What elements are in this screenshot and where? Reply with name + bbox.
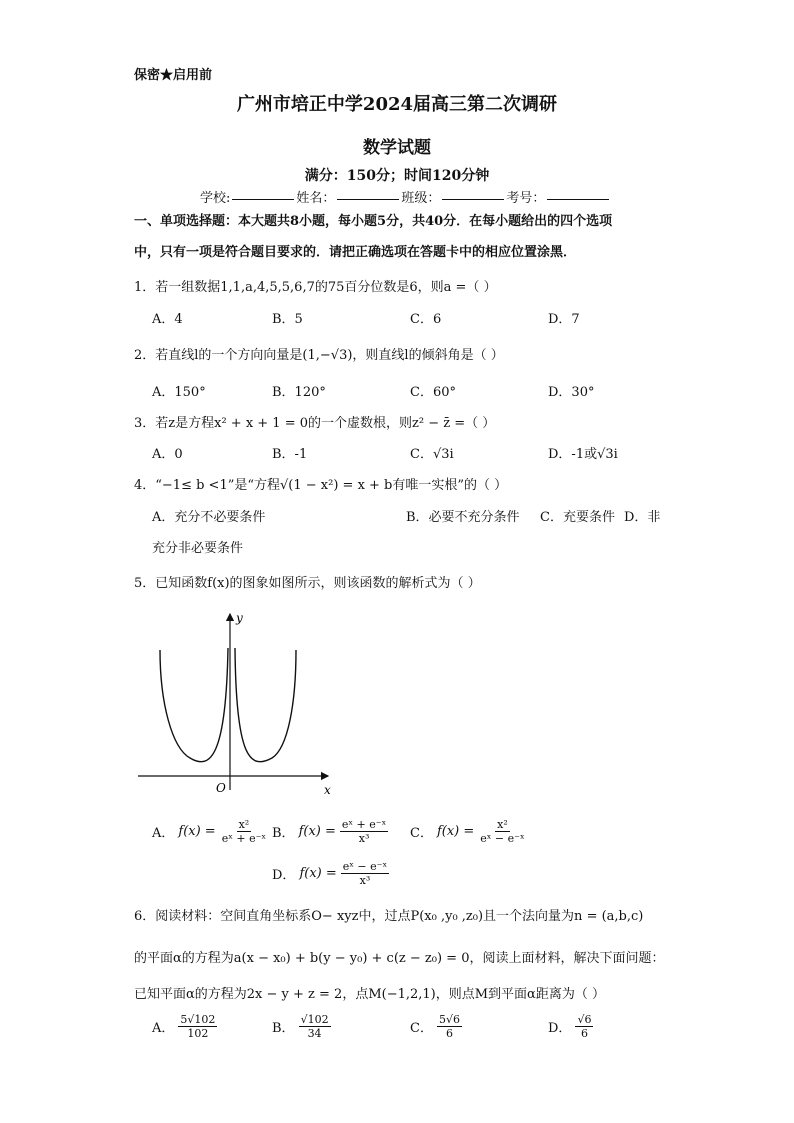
q5-option-a[interactable]: A． f(x) = $\frac{\text{x²}}{\text{eˣ + e⁻ˣ}}$ bbox=[152, 818, 267, 845]
exam-title: 广州市培正中学2024届高三第二次调研 bbox=[236, 94, 558, 115]
question-6-line-2: 的平面α的方程为a(x − x₀) + b(y − y₀) + c(z − z₀) = 0，阅读上面材料，解决下面问题： bbox=[134, 951, 665, 966]
section-line-1: 一、单项选择题：本大题共8小题，每小题5分，共40分．在每小题给出的四个选项 bbox=[134, 214, 613, 229]
q3-option-b[interactable]: B．-1 bbox=[272, 447, 308, 462]
origin-label: O bbox=[216, 781, 226, 795]
left-branch bbox=[160, 648, 228, 762]
q5-a-numerator: x² bbox=[238, 818, 250, 831]
q5-d-denominator: x³ bbox=[359, 874, 371, 887]
name-blank[interactable] bbox=[337, 187, 399, 200]
q2-option-d[interactable]: D．30° bbox=[548, 385, 595, 400]
q5-c-numerator: x² bbox=[497, 818, 508, 831]
school-blank[interactable] bbox=[232, 187, 294, 200]
q6-option-a[interactable]: A． $\frac{5√102}{102}$ bbox=[152, 1013, 216, 1040]
q4-option-b[interactable]: B．必要不充分条件 bbox=[406, 510, 520, 525]
section-instructions bbox=[134, 206, 674, 268]
question-6-line-3: 已知平面α的方程为2x − y + z = 2，点M(−1,2,1)，则点M到平面α距离为（ ） bbox=[134, 987, 605, 1002]
name-label: 姓名： bbox=[296, 191, 336, 206]
right-branch bbox=[235, 648, 296, 762]
exam-number-blank[interactable] bbox=[547, 187, 609, 200]
q5-a-denominator: eˣ + e⁻ˣ bbox=[221, 832, 267, 845]
q4-option-d-continued: 充分非必要条件 bbox=[152, 541, 244, 556]
confidential-mark: 保密★启用前 bbox=[134, 68, 213, 83]
q4-option-c[interactable]: C．充要条件 bbox=[540, 510, 615, 525]
class-label: 班级： bbox=[401, 191, 441, 206]
exam-number-label: 考号： bbox=[506, 191, 546, 206]
subject-title: 数学试题 bbox=[363, 138, 431, 158]
question-1-stem: 1．若一组数据1,1,a,4,5,5,6,7的75百分位数是6，则a =（ ） bbox=[134, 280, 497, 295]
score-time: 满分：150分；时间120分钟 bbox=[304, 168, 490, 184]
q5-c-denominator: eˣ − e⁻ˣ bbox=[480, 832, 525, 845]
question-6-line-1: 6．阅读材料：空间直角坐标系O− xyz中，过点P(x₀ ,y₀ ,z₀)且一个法向量为n = (a,b,c) bbox=[134, 909, 644, 924]
q5-option-b[interactable]: B． f(x) = $\frac{\text{eˣ + e⁻ˣ}}{\text{x³}}$ bbox=[272, 818, 387, 845]
question-5-stem: 5．已知函数f(x)的图象如图所示，则该函数的解析式为（ ） bbox=[134, 576, 481, 591]
q1-option-c[interactable]: C．6 bbox=[410, 312, 442, 327]
question-4-stem: 4．“−1≤ b <1”是“方程√(1 − x²) = x + b有唯一实根”的（ ） bbox=[134, 478, 508, 493]
q1-option-b[interactable]: B．5 bbox=[272, 312, 303, 327]
question-2-stem: 2．若直线l的一个方向向量是(1,−√3)，则直线l的倾斜角是（ ） bbox=[134, 348, 504, 363]
q5-option-d[interactable]: D． f(x) = $\frac{\text{eˣ − e⁻ˣ}}{\text{x³}}$ bbox=[272, 860, 388, 887]
q4-option-a[interactable]: A．充分不必要条件 bbox=[152, 510, 266, 525]
q3-option-a[interactable]: A．0 bbox=[152, 447, 183, 462]
y-axis-label: y bbox=[236, 611, 243, 625]
q3-option-d[interactable]: D．-1或√3i bbox=[548, 447, 618, 462]
q5-d-numerator: eˣ − e⁻ˣ bbox=[342, 860, 388, 873]
q6-option-c[interactable]: C． $\frac{5√6}{6}$ bbox=[410, 1013, 460, 1040]
q6-option-d[interactable]: D． $\frac{√6}{6}$ bbox=[548, 1013, 592, 1040]
x-axis-label: x bbox=[324, 783, 331, 797]
q6-option-b[interactable]: B． $\frac{√102}{34}$ bbox=[272, 1013, 329, 1040]
q5-b-numerator: eˣ + e⁻ˣ bbox=[341, 818, 387, 831]
q5-option-c[interactable]: C． f(x) = $\frac{\text{x²}}{\text{eˣ − e⁻ˣ}}$ bbox=[410, 818, 525, 845]
class-blank[interactable] bbox=[442, 187, 504, 200]
q2-option-b[interactable]: B．120° bbox=[272, 385, 326, 400]
q1-option-d[interactable]: D．7 bbox=[548, 312, 580, 327]
function-graph bbox=[134, 608, 339, 798]
q4-option-d[interactable]: D．非 bbox=[624, 510, 661, 525]
q1-option-a[interactable]: A．4 bbox=[152, 312, 183, 327]
q5-b-denominator: x³ bbox=[358, 832, 370, 845]
q3-option-c[interactable]: C．√3i bbox=[410, 447, 454, 462]
section-line-2: 中，只有一项是符合题目要求的．请把正确选项在答题卡中的相应位置涂黑． bbox=[134, 245, 577, 260]
question-3-stem: 3．若z是方程x² + x + 1 = 0的一个虚数根，则z² − z̄ =（ ） bbox=[134, 416, 496, 431]
student-info-row bbox=[200, 187, 611, 206]
school-label: 学校: bbox=[200, 191, 231, 206]
q2-option-a[interactable]: A．150° bbox=[152, 385, 206, 400]
q2-option-c[interactable]: C．60° bbox=[410, 385, 456, 400]
